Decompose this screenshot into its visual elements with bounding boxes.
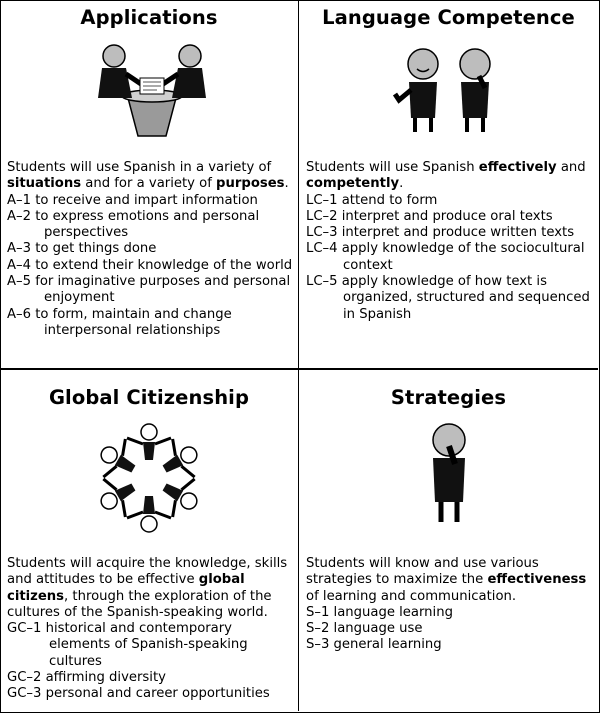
global-citizenship-title: Global Citizenship xyxy=(48,386,250,409)
two-people-talking-icon xyxy=(393,42,505,134)
strategies-title: Strategies xyxy=(390,386,507,409)
strategies-item: S–2 language use xyxy=(306,621,423,637)
language-competence-text xyxy=(306,160,594,323)
applications-item: A–3 to get things done xyxy=(7,241,157,257)
thinking-person-icon xyxy=(419,420,479,526)
language-competence-item: LC–3 interpret and produce written texts xyxy=(306,225,575,241)
applications-panel xyxy=(0,0,298,368)
strategies-text xyxy=(306,556,594,654)
applications-title: Applications xyxy=(80,6,218,29)
applications-item: A–1 to receive and impart information xyxy=(7,192,258,208)
applications-item: A–6 to form, maintain and change interpersonal relationships xyxy=(7,306,232,338)
strategies-item: S–1 language learning xyxy=(306,604,453,620)
language-competence-panel xyxy=(299,0,598,368)
language-competence-item: LC–1 attend to form xyxy=(306,192,438,208)
global-citizenship-text xyxy=(7,556,294,703)
global-citizenship-intro: Students will acquire the knowledge, skills and attitudes to be effective global citizens, through the exploration of the cultures of the Spanish-speaking world. xyxy=(7,556,288,620)
global-citizenship-panel xyxy=(0,370,298,711)
language-competence-item: LC–2 interpret and produce oral texts xyxy=(306,208,553,224)
global-citizenship-item: GC–1 historical and contemporary elements of Spanish-speaking cultures xyxy=(7,621,248,669)
applications-text xyxy=(7,160,294,339)
strategies-item: S–3 general learning xyxy=(306,637,442,653)
circle-of-people-icon xyxy=(92,418,206,536)
applications-intro: Students will use Spanish in a variety of situations and for a variety of purposes. xyxy=(7,160,289,192)
applications-item: A–2 to express emotions and personal perspectives xyxy=(7,208,260,241)
strategies-intro: Students will know and use various strategies to maximize the effectiveness of learning and communication. xyxy=(306,556,587,604)
language-competence-title: Language Competence xyxy=(322,6,575,29)
applications-item: A–5 for imaginative purposes and personal enjoyment xyxy=(7,274,291,306)
language-competence-intro: Students will use Spanish effectively and competently. xyxy=(306,160,586,192)
language-competence-item: LC–4 apply knowledge of the sociocultural context xyxy=(306,241,585,273)
applications-item: A–4 to extend their knowledge of the world xyxy=(7,257,293,273)
strategies-panel xyxy=(299,370,598,711)
two-people-at-table-icon xyxy=(92,40,212,140)
global-citizenship-item: GC–3 personal and career opportunities xyxy=(7,686,270,702)
language-competence-item: LC–5 apply knowledge of how text is organized, structured and sequenced in Spanish xyxy=(306,274,590,322)
global-citizenship-item: GC–2 affirming diversity xyxy=(7,670,166,686)
